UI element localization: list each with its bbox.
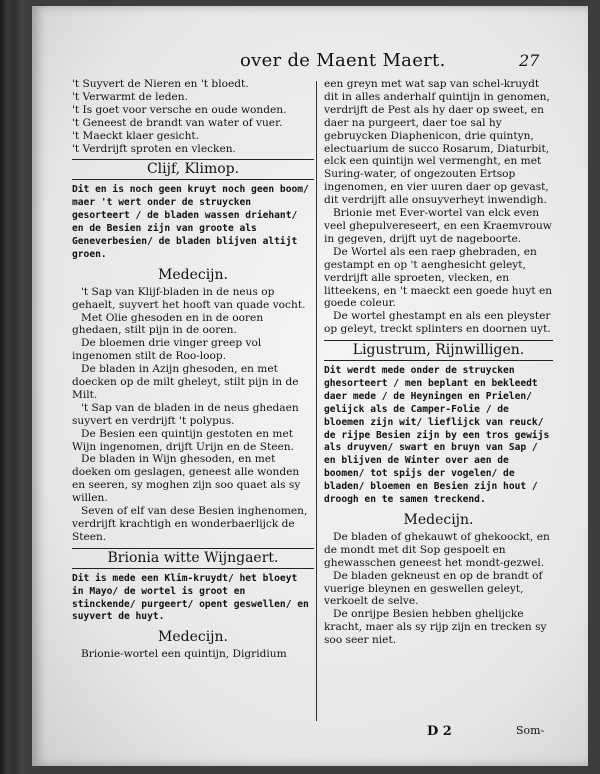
signature-mark: D 2 <box>427 724 452 739</box>
text-line: 't Verdrijft sproten en vlecken. <box>72 142 236 155</box>
running-head: over de Maent Maert. <box>240 50 446 71</box>
paragraph: een greyn met wat sap van schel-kruydt dit in alles anderhalf quintijn in genomen, verdrijft de Pest als hy daer op sweet, en daer na purgeert, daer toe sal hy gebruycken Diaphenicon, drie quintyn, electuarium de succo Rosarum, Diaturbit, elck een quintijn wel vermenght, en met Suring-water, of ongezouten Ertsop ingenomen, en vier uuren daer op gevast, dit verdrijft alle onsuyverheyt inwendigh. <box>324 78 550 207</box>
column-rule <box>316 81 317 721</box>
paragraph: Brionie-wortel een quintijn, Digridium <box>81 648 287 661</box>
blackletter-description: Dit werdt mede onder de struycken ghesorteert / men beplant en bekleedt daer mede / de Heyningen en Prielen/ gelijck als de Camper-Folie / de bloemen zijn wit/ lieflijck van reuck/ de rijpe Besien zijn by een tros gewijs als druyven/ swart en bruyn van Sap / en blijven de Winter over aen de boomen/ tot spijs der vogelen/ de bladen/ bloemen en Besien zijn hout / droogh en te samen treckend. <box>324 365 550 506</box>
right-column <box>324 78 553 647</box>
section-heading-box <box>72 159 314 180</box>
section-heading-box <box>324 340 553 361</box>
book-page <box>32 6 588 766</box>
blackletter-description: Dit en is noch geen kruyt noch geen boom/ maer 't wert onder de struycken gesorteert / de bladen wassen driehant/ en de Besien zijn van groote als Geneverbesien/ de bladen blijven altijt groen. <box>72 184 309 260</box>
paragraph: Brionie met Ever-wortel van elck even veel ghepulvereseert, en een Kraemvrouw in gegeven, drijft uyt de nageboorte. <box>324 207 552 245</box>
catchword: Som- <box>516 724 545 737</box>
text-line: 't Maeckt klaer gesicht. <box>72 129 200 142</box>
left-column <box>72 78 314 661</box>
text-line: 't Suyvert de Nieren en 't bloedt. <box>72 78 249 90</box>
paragraph: De bladen in Azijn ghesoden, en met doecken op de milt gheleyt, stilt pijn in de Milt. <box>72 363 299 401</box>
medecijn-heading: Medecijn. <box>158 266 228 283</box>
paragraph: De bladen in Wijn ghesoden, en met doeken om geslagen, geneest alle wonden en seeren, sy moghen zijn soo quaet als sy willen. <box>72 453 301 505</box>
section-heading-klimop: Clijf, Klimop. <box>146 161 240 178</box>
margin-bleed-through <box>34 256 46 736</box>
paragraph: 't Sap van Klijf-bladen in de neus op gehaelt, suyvert het hooft van quade vocht. <box>72 285 306 311</box>
paragraph: De Besien een quintijn gestoten en met Wijn ingenomen, drijft Urijn en de Steen. <box>72 427 294 453</box>
paragraph: Met Olie ghesoden en in de ooren ghedaen, stilt pijn in de ooren. <box>72 311 264 337</box>
paragraph: De Wortel als een raep ghebraden, en gestampt en op 't aenghesicht geleyt, verdrijft alle sproeten, vlecken, en litteekens, en 't maeckt een goede huyt en goede coleur. <box>324 245 553 310</box>
paragraph: De bladen gekneust en op de brandt of vuerige bleynen en geswellen geleyt, verkoelt de selve. <box>324 569 543 608</box>
paragraph: De bladen of ghekauwt of ghekoockt, en de mondt met dit Sop gespoelt en ghewasschen geneest het mondt-gezwel. <box>324 530 550 569</box>
paragraph: De bloemen drie vinger greep vol ingenomen stilt de Roo-loop. <box>72 337 262 363</box>
blackletter-description: Dit is mede een Klim-kruydt/ het bloeyt in Mayo/ de wortel is groot en stinckende/ purgeert/ opent geswellen/ en suyvert de huyt. <box>72 572 309 623</box>
text-line: 't Geneest de brandt van water of vuer. <box>72 116 283 129</box>
paragraph: De wortel ghestampt en als een pleyster op geleyt, treckt splinters en doornen uyt. <box>324 310 551 336</box>
paragraph: Seven of elf van dese Besien inghenomen, verdrijft krachtigh en wonderbaerlijck de Steen. <box>72 505 308 543</box>
page-number: 27 <box>519 51 540 70</box>
medecijn-heading: Medecijn. <box>158 629 228 646</box>
paragraph: De onrijpe Besien hebben ghelijcke kracht, maer als sy rijp zijn en trecken sy soo seer niet. <box>324 608 547 647</box>
section-heading-brionia: Brionia witte Wijngaert. <box>107 549 279 566</box>
medecijn-heading: Medecijn. <box>403 512 474 528</box>
paragraph: 't Sap van de bladen in de neus ghedaen suyvert en verdrijft 't polypus. <box>72 401 299 427</box>
text-line: 't Is goet voor versche en oude wonden. <box>72 103 287 116</box>
section-heading-box <box>72 548 314 569</box>
section-heading-ligustrum: Ligustrum, Rijnwilligen. <box>352 342 525 359</box>
text-line: 't Verwarmt de leden. <box>72 90 188 103</box>
